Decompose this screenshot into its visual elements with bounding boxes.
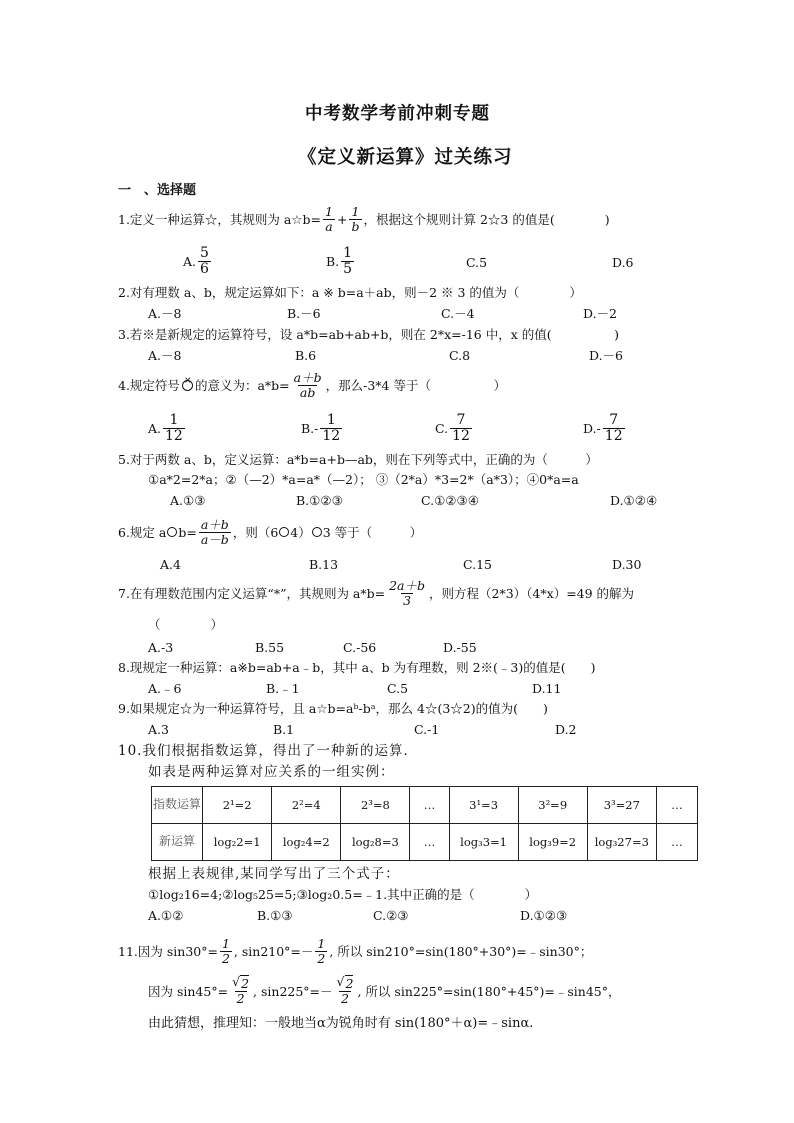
q6-option-c: C.15 (463, 557, 492, 572)
q1-stem-b: ，根据这个规则计算 2☆3 的值是( ) (363, 211, 610, 227)
q7-answer-paren: （ ） (148, 617, 224, 632)
q10-claims: ①log₂16=4;②log₅25=5;③log₂0.5=﹣1.其中正确的是（ ） (148, 887, 538, 902)
question-7-stem: 7.在有理数范围内定义运算“*”，其规则为 a*b= $\frac{2a+b}{3}$ ，则方程（2*3）（4*x）=49 的解为 (118, 578, 635, 608)
question-10-stem: 10.我们根据指数运算，得出了一种新的运算． (118, 743, 418, 759)
q4-fraction: $\frac{a+b}{ab}$ (293, 370, 322, 400)
circle-operator-icon (167, 527, 177, 537)
circle-operator-icon (279, 527, 289, 537)
table-cell: … (656, 787, 697, 824)
table-cell: 3²=9 (518, 787, 587, 824)
table-cell: 3³=27 (587, 787, 656, 824)
table-cell: 3¹=3 (449, 787, 518, 824)
q11-fraction-half: $\frac{1}{2}$ (221, 936, 230, 966)
table-cell: … (410, 824, 449, 861)
q7-fraction: $\frac{2a+b}{3}$ (389, 578, 426, 608)
q4-option-b: B.- $\frac{1}{12}$ (301, 411, 341, 444)
q10-after-table: 根据上表规律,某同学写出了三个式子： (148, 866, 400, 882)
q4-option-c: C. $\frac{7}{12}$ (435, 411, 470, 444)
q10-option-d: D.①②③ (520, 908, 568, 923)
q5-option-d: D.①②④ (610, 493, 658, 508)
page-subtitle: 《定义新运算》过关练习 (298, 147, 513, 168)
question-1-stem (118, 202, 610, 236)
table-cell: log₃9=2 (518, 824, 587, 861)
table-cell: log₂8=3 (341, 824, 410, 861)
q1-option-d: D.6 (612, 255, 634, 270)
table-cell: log₃27=3 (587, 824, 656, 861)
row-header-exponent: 指数运算 (152, 787, 203, 824)
q11-fraction-sqrt2-2: √ 2 2 (336, 974, 354, 1006)
table-row (152, 787, 698, 824)
q3-option-a: A.－8 (148, 348, 182, 363)
q5-option-c: C.①②③④ (421, 493, 479, 508)
q11-fraction-half-2: $\frac{1}{2}$ (317, 936, 326, 966)
q10-intro: 如表是两种运算对应关系的一组实例： (148, 764, 395, 780)
question-4-stem: 4.规定符号 × 的意义为：a*b= $\frac{a+b}{ab}$ ，那么-3*4 等于（ ） (118, 366, 506, 404)
q1-fraction-2: $\frac{1}{b}$ (351, 204, 360, 234)
q1-option-b: B. $\frac{1}{5}$ (326, 244, 353, 277)
question-11-line-2: 因为 sin45°= √ 2 2 , sin225°=－ √ 2 2 , 所以 sin225°=sin(180°+45°)=﹣sin45°， (148, 974, 621, 1006)
q6-option-d: D.30 (612, 557, 642, 572)
table-cell: … (656, 824, 697, 861)
section-heading: 一 、选择题 (118, 183, 197, 198)
q9-option-c: C.-1 (414, 722, 440, 737)
row-header-new-operation: 新运算 (152, 824, 203, 861)
q2-option-b: B.－6 (287, 306, 321, 321)
q9-option-a: A.3 (148, 722, 169, 737)
q10-option-c: C.②③ (373, 908, 409, 923)
q1-fraction-1: $\frac{1}{a}$ (325, 204, 333, 234)
q2-option-a: A.－8 (148, 306, 182, 321)
q8-option-b: B.﹣1 (266, 681, 300, 696)
q4-option-a: A. $\frac{1}{12}$ (148, 411, 183, 444)
q5-option-b: B.①②③ (296, 493, 343, 508)
table-cell: log₂4=2 (272, 824, 341, 861)
q7-option-c: C.-56 (343, 640, 377, 655)
q6-fraction: $\frac{a+b}{a-b}$ (200, 517, 229, 547)
q4-option-d: D.- $\frac{7}{12}$ (583, 411, 623, 444)
q10-option-b: B.①③ (257, 908, 293, 923)
q6-option-a: A.4 (160, 557, 181, 572)
question-3-stem: 3.若※是新规定的运算符号，设 a*b=ab+ab+b，则在 2*x=-16 中，x 的值( ) (118, 327, 620, 342)
page-title: 中考数学考前冲刺专题 (305, 104, 490, 124)
question-5-stem: 5.对于两数 a、b，定义运算：a*b=a+b—ab，则在下列等式中，正确的为（ ） (118, 452, 598, 467)
q3-option-d: D.－6 (589, 348, 624, 363)
q8-option-d: D.11 (532, 681, 562, 696)
question-6-stem: 6.规定 a b= $\frac{a+b}{a-b}$ ，则（6 4） 3 等于（ ） (118, 517, 423, 547)
q6-option-b: B.13 (309, 557, 339, 572)
table-cell: 2²=4 (272, 787, 341, 824)
q7-option-d: D.-55 (443, 640, 477, 655)
q2-option-d: D.－2 (583, 306, 618, 321)
q1-stem-a: 1.定义一种运算☆，其规则为 a☆b= (118, 211, 322, 227)
q1-option-a: A. $\frac{5}{6}$ (183, 244, 209, 277)
table-cell: log₂2=1 (203, 824, 272, 861)
q9-option-d: D.2 (555, 722, 577, 737)
q3-option-c: C.8 (449, 348, 471, 363)
table-cell: … (410, 787, 449, 824)
q7-option-b: B.55 (255, 640, 285, 655)
q8-option-c: C.5 (387, 681, 409, 696)
q9-option-b: B.1 (273, 722, 295, 737)
question-11-line-3: 由此猜想，推理知：一般地当α为锐角时有 sin(180°＋α)=﹣sinα. (148, 1016, 534, 1031)
circle-operator-icon (312, 527, 322, 537)
q5-items: ①a*2=2*a；②（—2）*a=a*（—2）； ③（2*a）*3=2*（a*3）；④0*a=a (148, 472, 579, 487)
q11-fraction-sqrt2: √ 2 2 (232, 974, 250, 1006)
otimes-symbol-icon (182, 380, 193, 391)
q2-option-c: C.－4 (441, 306, 475, 321)
table-cell: 2³=8 (341, 787, 410, 824)
q10-option-a: A.①② (148, 908, 184, 923)
question-2-stem: 2.对有理数 a、b，规定运算如下：a ※ b=a＋ab，则－2 ※ 3 的值为（ ） (118, 285, 582, 300)
table-row (152, 824, 698, 861)
q3-option-b: B.6 (295, 348, 317, 363)
question-8-stem: 8.现规定一种运算：a※b=ab+a﹣b，其中 a、b 为有理数，则 2※(﹣3)的值是( ) (118, 660, 596, 675)
table-cell: log₃3=1 (449, 824, 518, 861)
q5-option-a: A.①③ (170, 493, 206, 508)
q1-plus: + (337, 211, 348, 227)
question-9-stem: 9.如果规定☆为一种运算符号，且 a☆b=aᵇ-bᵃ，那么 4☆(3☆2)的值为( ) (118, 701, 548, 716)
table-cell: 2¹=2 (203, 787, 272, 824)
q8-option-a: A.﹣6 (148, 681, 182, 696)
question-11-line-1: 11.因为 sin30°= $\frac{1}{2}$ , sin210°=－ $\frac{1}{2}$ , 所以 sin210°=sin(180°+30°)=﹣sin30°； (118, 936, 593, 966)
operation-table (151, 786, 698, 861)
q7-option-a: A.-3 (148, 640, 174, 655)
q1-option-c: C.5 (466, 255, 488, 270)
